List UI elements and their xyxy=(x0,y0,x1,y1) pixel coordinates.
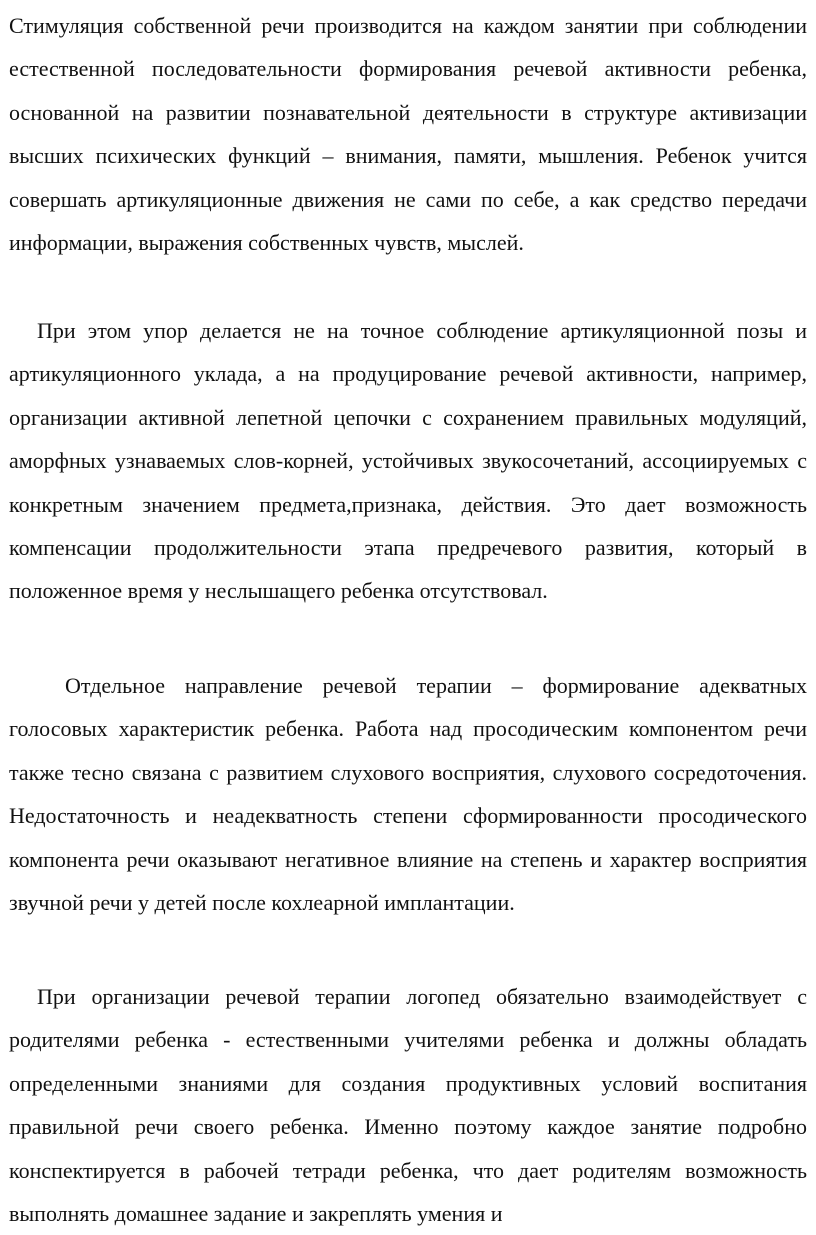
paragraph-1: Стимуляция собственной речи производится на каждом занятии при соблюдении естественной последовательности формирования речевой активности ребенка, основанной на развитии познавательной деятельности в структуре активизации высших психических функций – внимания, памяти, мышления. Ребенок учится совершать артикуляционные движения не сами по себе, а как средство передачи информации, выражения собственных чувств, мыслей. xyxy=(9,13,807,256)
paragraph-3: Отдельное направление речевой терапии – формирование адекватных голосовых характеристик ребенка. Работа над просодическим компонентом речи также тесно связана с развитием слухового восприятия, слухового сосредоточения. Недостаточность и неадекватность степени сформированности просодического компонента речи оказывают негативное влияние на степень и характер восприятия звучной речи у детей после кохлеарной имплантации. xyxy=(9,673,807,916)
paragraph-4: При организации речевой терапии логопед обязательно взаимодействует с родителями ребенка - естественными учителями ребенка и должны обладать определенными знаниями для создания продуктивных условий воспитания правильной речи своего ребенка. Именно поэтому каждое занятие подробно конспектируется в рабочей тетради ребенка, что дает родителям возможность выполнять домашнее задание и закреплять умения и xyxy=(9,984,807,1227)
paragraph-2: При этом упор делается не на точное соблюдение артикуляционной позы и артикуляционного уклада, а на продуцирование речевой активности, например, организации активной лепетной цепочки с сохранением правильных модуляций, аморфных узнаваемых слов-корней, устойчивых звукосочетаний, ассоциируемых с конкретным значением предмета,признака, действия. Это дает возможность компенсации продолжительности этапа предречевого развития, который в положенное время у неслышащего ребенка отсутствовал. xyxy=(9,318,807,604)
